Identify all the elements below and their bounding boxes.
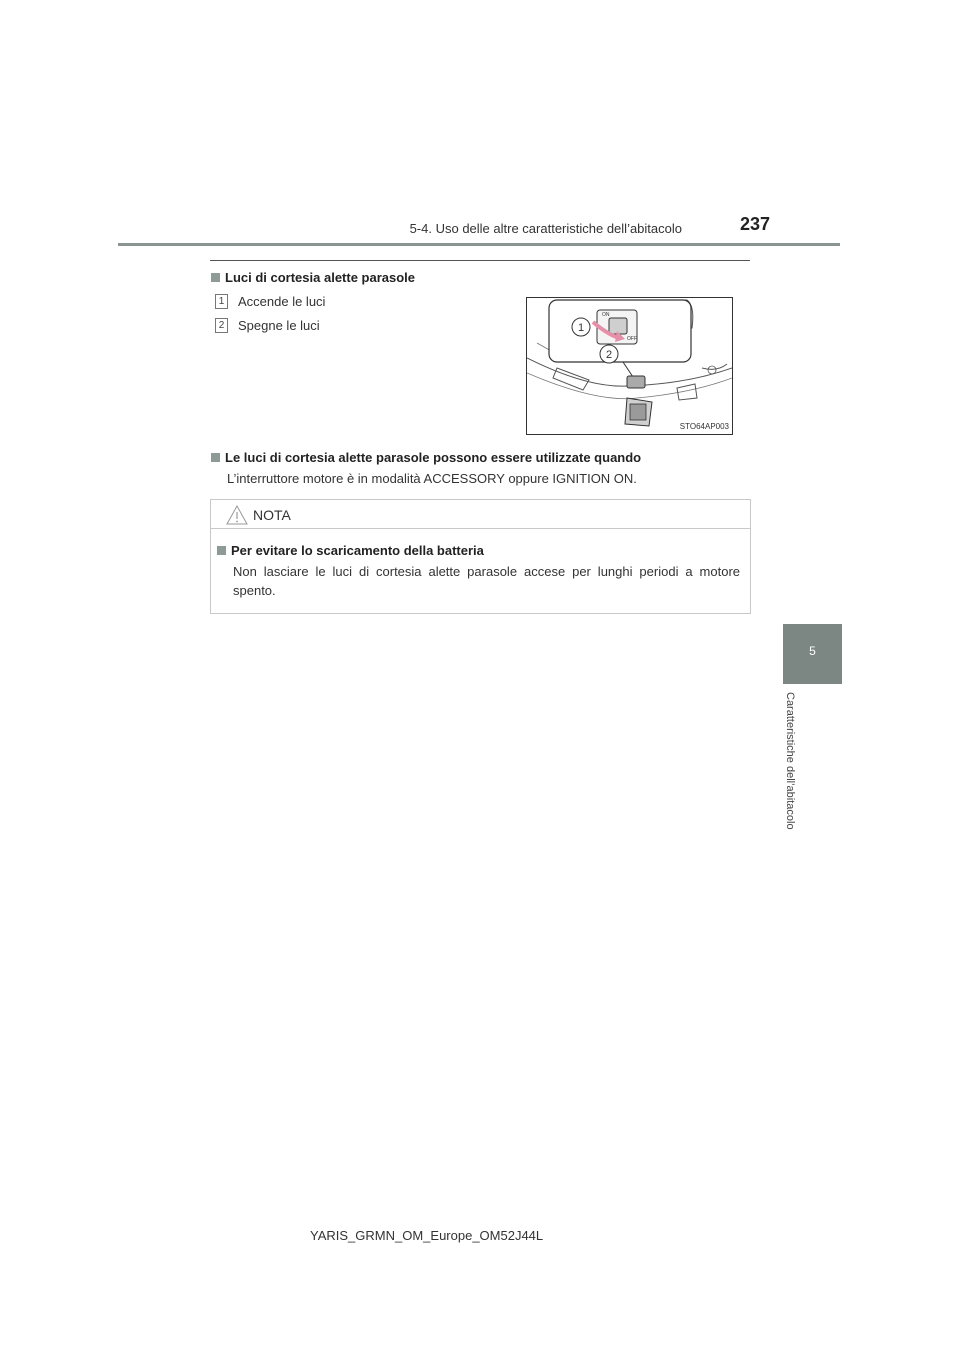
square-bullet-icon xyxy=(211,273,220,282)
warning-triangle-icon xyxy=(225,504,249,526)
item-text-turn-off: Spegne le luci xyxy=(238,318,320,333)
figure-callout-2: 2 xyxy=(605,349,613,361)
item-text-turn-on: Accende le luci xyxy=(238,294,326,309)
running-header: 5-4. Uso delle altre caratteristiche dell’abitacolo xyxy=(409,221,682,236)
notice-divider xyxy=(211,528,750,529)
svg-text:OFF: OFF xyxy=(627,336,637,342)
notice-title: NOTA xyxy=(253,507,291,523)
item-number-badge: 1 xyxy=(215,294,228,309)
figure-callout-1: 1 xyxy=(577,322,585,334)
page-number: 237 xyxy=(740,214,771,234)
chapter-title: Caratteristiche dell’abitacolo xyxy=(784,692,796,830)
vanity-light-drawing xyxy=(527,298,732,434)
section-heading-usage-condition xyxy=(211,450,641,465)
square-bullet-icon xyxy=(217,546,226,555)
figure-code: STO64AP003 xyxy=(679,422,729,431)
item-number-badge: 2 xyxy=(215,318,228,333)
notice-body: Non lasciare le luci di cortesia alette parasole accese per lunghi periodi a motore spento. xyxy=(233,564,740,598)
section-heading-text: Le luci di cortesia alette parasole possono essere utilizzate quando xyxy=(225,450,642,465)
vanity-light-illustration xyxy=(526,297,733,435)
chapter-number: 5 xyxy=(809,644,816,658)
notice-heading-text: Per evitare lo scaricamento della batteria xyxy=(231,543,484,558)
svg-text:ON: ON xyxy=(602,312,610,318)
chapter-tab xyxy=(783,624,842,684)
document-footer: YARIS_GRMN_OM_Europe_OM52J44L xyxy=(310,1228,544,1243)
section-rule xyxy=(210,260,750,261)
section-heading-text: Luci di cortesia alette parasole xyxy=(225,270,416,285)
chapter-title-wrap xyxy=(784,692,808,862)
header-rule xyxy=(118,243,840,246)
usage-condition-text: L’interruttore motore è in modalità ACCESSORY oppure IGNITION ON. xyxy=(227,471,637,486)
square-bullet-icon xyxy=(211,453,220,462)
notice-heading xyxy=(217,543,484,558)
section-heading-vanity-lights xyxy=(211,270,415,285)
notice-box xyxy=(210,499,751,614)
